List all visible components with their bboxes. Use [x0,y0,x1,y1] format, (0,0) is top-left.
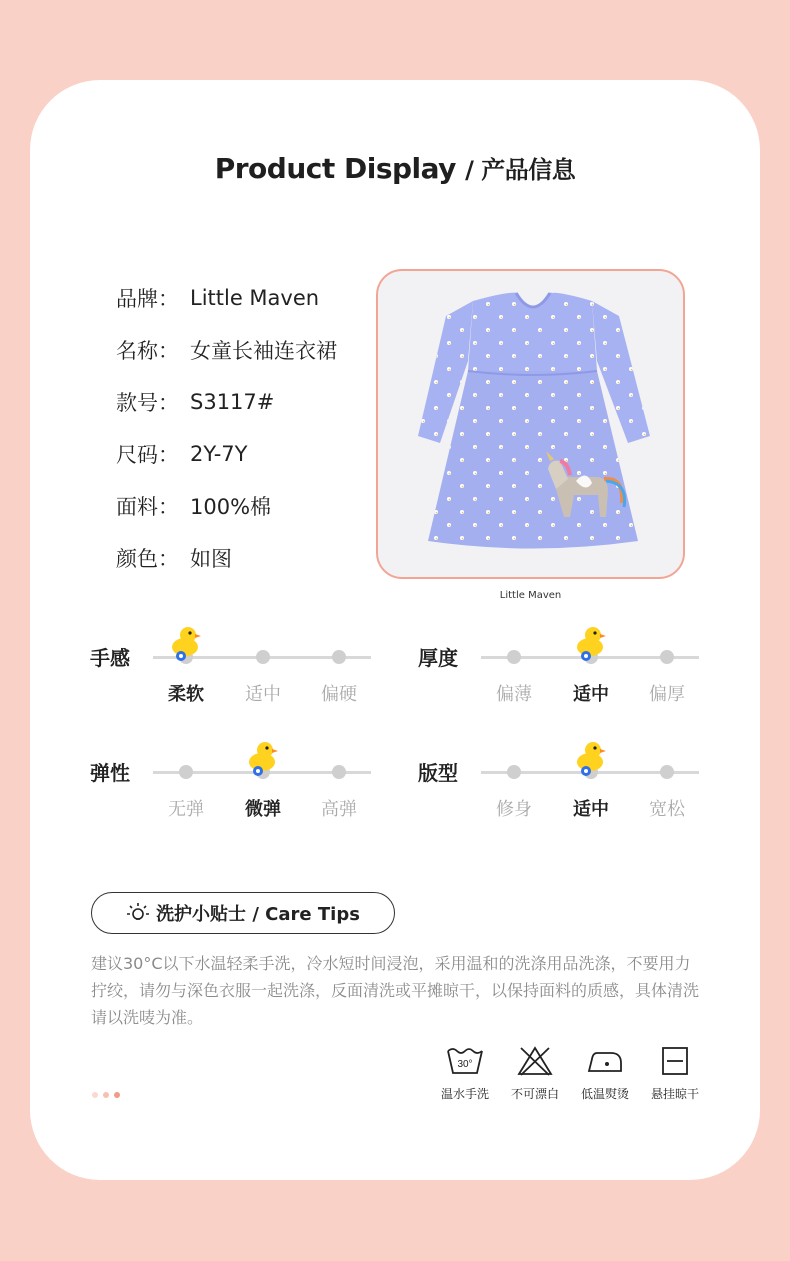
spec-value: Little Maven [190,286,320,310]
scale-option: 无弹 [168,799,204,820]
care-tips-header [91,892,395,934]
spec-key: 名称： [116,339,179,363]
dot-icon [103,1092,109,1098]
title-cn: / 产品信息 [465,156,576,184]
care-icon-label: 温水手洗 [440,1087,489,1101]
scale-option: 偏厚 [649,684,685,705]
spec-row-brand [116,272,337,324]
spec-row-size [116,428,337,480]
scale-option: 宽松 [649,799,685,820]
spec-value: S3117# [190,390,275,414]
dot-icon [92,1092,98,1098]
scale-option: 微弹 [245,799,281,820]
spec-key: 品牌： [116,287,179,311]
spec-value: 100%棉 [190,495,272,519]
spec-key: 面料： [116,495,179,519]
page-title [0,150,790,185]
duck-marker-icon [573,625,607,663]
lightbulb-icon [126,901,150,925]
duck-marker-icon [168,625,202,663]
scale-dot [179,765,193,779]
scale-label: 版型 [418,761,458,785]
scale-elasticity [90,745,390,835]
scale-label: 手感 [90,646,130,670]
scale-dot [660,765,674,779]
scale-option: 高弹 [321,799,357,820]
spec-value: 女童长袖连衣裙 [190,339,337,363]
product-photo [376,269,685,579]
wash-temp: 30° [457,1059,473,1070]
spec-row-name [116,324,337,376]
care-item-hand-wash [430,1045,500,1102]
care-item-no-bleach [500,1045,570,1102]
hand-wash-icon [445,1045,485,1077]
no-bleach-icon [515,1045,555,1077]
duck-marker-icon [573,740,607,778]
spec-list [116,272,337,584]
scale-dot [332,650,346,664]
scale-option: 偏薄 [496,684,532,705]
scale-option: 适中 [245,684,281,705]
scale-option: 偏硬 [321,684,357,705]
scale-option: 适中 [573,684,609,705]
scale-dot [332,765,346,779]
brand-caption: Little Maven [499,590,562,601]
duck-marker-icon [245,740,279,778]
dot-icon [114,1092,120,1098]
spec-key: 款号： [116,391,179,415]
spec-row-color [116,532,337,584]
spec-key: 尺码： [116,443,179,467]
care-tips-text: 建议30°C以下水温轻柔手洗，冷水短时间浸泡，采用温和的洗涤用品洗涤，不要用力拧绞，请勿与深色衣服一起洗涤，反面清洗或平摊晾干，以保持面料的质感，具体清洗请以洗唛为准。 [91,954,700,1027]
low-iron-icon [585,1045,625,1077]
scale-dot [507,650,521,664]
care-icon-label: 低温熨烫 [580,1087,629,1101]
spec-row-fabric [116,480,337,532]
scale-dot [256,650,270,664]
title-en: Product Display [214,152,456,185]
spec-row-style-no [116,376,337,428]
spec-key: 颜色： [116,547,179,571]
scale-option: 柔软 [168,684,204,705]
spec-value: 如图 [190,547,232,571]
scale-hand-feel [90,630,390,720]
scale-label: 弹性 [90,761,130,785]
care-item-low-iron [570,1045,640,1102]
hang-dry-icon [655,1045,695,1077]
care-icon-label: 不可漂白 [510,1087,559,1101]
care-item-hang-dry [640,1045,710,1102]
decorative-dots [92,1092,120,1098]
scale-thickness [418,630,718,720]
care-icon-label: 悬挂晾干 [650,1087,699,1101]
care-icon-row [430,1045,710,1102]
scale-fit [418,745,718,835]
dress-illustration [378,271,685,579]
care-tips-title: 洗护小贴士 / Care Tips [156,904,360,925]
scale-dot [660,650,674,664]
scale-label: 厚度 [418,646,458,670]
spec-value: 2Y-7Y [190,442,248,466]
scale-option: 适中 [573,799,609,820]
scale-dot [507,765,521,779]
scale-option: 修身 [496,799,532,820]
